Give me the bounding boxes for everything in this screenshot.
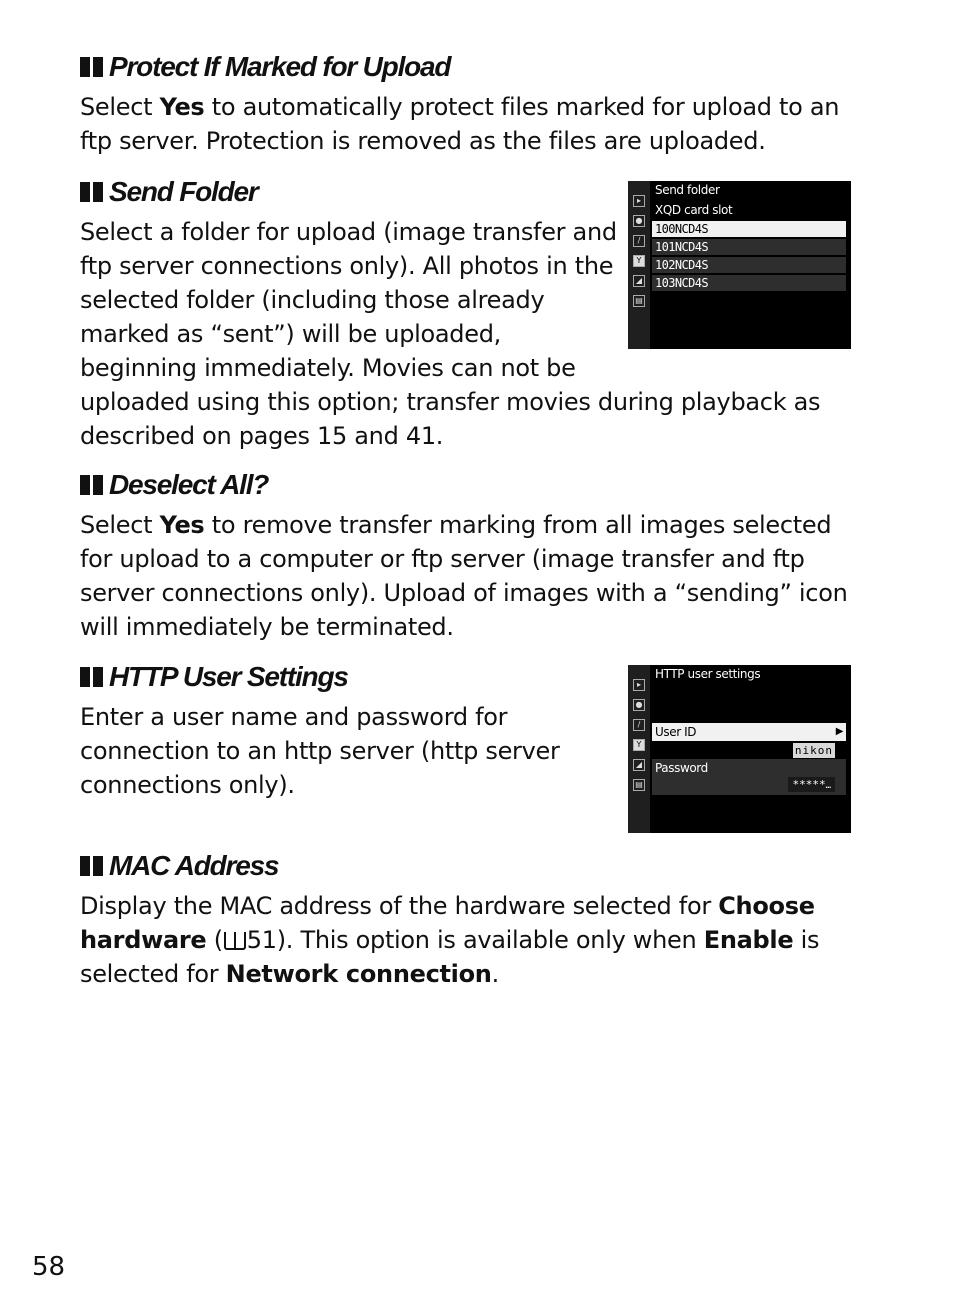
pencil-icon: / — [633, 719, 645, 731]
heading-http-text: HTTP User Settings — [109, 661, 348, 692]
ellipsis-icon: … — [825, 781, 831, 791]
menu-sidebar — [628, 665, 650, 833]
user-id-value: nikon — [794, 744, 833, 757]
heading-deselect — [80, 468, 870, 502]
screen-subtitle: XQD card slot — [655, 203, 733, 217]
folder-item[interactable]: 103NCD4S — [652, 275, 846, 291]
section-deselect — [80, 468, 870, 644]
section-marker-icon — [80, 57, 103, 77]
folder-item[interactable]: 100NCD4S — [652, 221, 846, 237]
send-folder-paragraph: Select a folder for upload (image transfer and ftp server connections only). All photos in the selected folder (including those already marked as “sent”) will be uploaded, beginning immediately. Movies can not be uploaded using this option; transfer movies during playback as described on pages 15 and 41. — [80, 218, 821, 450]
send-folder-screen — [628, 181, 851, 349]
my-menu-icon: ▤ — [633, 295, 645, 307]
book-icon — [224, 932, 246, 950]
retouch-icon: ◢ — [633, 275, 645, 287]
section-protect — [80, 50, 870, 158]
heading-send-folder-text: Send Folder — [109, 176, 258, 207]
retouch-icon: ◢ — [633, 759, 645, 771]
playback-icon: ▸ — [633, 679, 645, 691]
section-http — [80, 660, 600, 802]
wrench-icon: Y — [633, 255, 645, 267]
heading-mac — [80, 849, 870, 883]
screen-title: Send folder — [655, 183, 720, 197]
section-marker-icon — [80, 856, 103, 876]
mac-paragraph: Display the MAC address of the hardware selected for Choose hardware ( 51). This option is available only when Enable is selected for Network connection. — [80, 892, 820, 988]
heading-protect-text: Protect If Marked for Upload — [109, 51, 451, 82]
section-marker-icon — [80, 475, 103, 495]
password-value: *****… — [788, 777, 835, 792]
password-label: Password — [655, 761, 708, 775]
deselect-paragraph: Select Yes to remove transfer marking from all images selected for upload to a computer or ftp server (image transfer and ftp server connections only). Upload of images with a “sending” icon will immediately be terminated. — [80, 511, 848, 641]
section-mac — [80, 849, 870, 991]
wrench-icon: Y — [633, 739, 645, 751]
section-marker-icon — [80, 182, 103, 202]
heading-http — [80, 660, 600, 694]
folder-item[interactable]: 101NCD4S — [652, 239, 846, 255]
heading-deselect-text: Deselect All? — [109, 469, 269, 500]
http-paragraph: Enter a user name and password for connection to an http server (http server connections only). — [80, 703, 560, 799]
user-id-row[interactable] — [652, 723, 846, 741]
camera-icon: ● — [633, 215, 645, 227]
user-id-label: User ID — [655, 725, 697, 739]
my-menu-icon: ▤ — [633, 779, 645, 791]
protect-paragraph: Select Yes to automatically protect files marked for upload to an ftp server. Protection is removed as the files are uploaded. — [80, 93, 840, 155]
menu-sidebar — [628, 181, 650, 349]
chevron-right-icon: ▶ — [835, 726, 843, 737]
pencil-icon: / — [633, 235, 645, 247]
heading-protect — [80, 50, 870, 84]
heading-mac-text: MAC Address — [109, 850, 279, 881]
folder-item[interactable]: 102NCD4S — [652, 257, 846, 273]
screen-title: HTTP user settings — [655, 667, 761, 681]
camera-icon: ● — [633, 699, 645, 711]
section-marker-icon — [80, 667, 103, 687]
page-number: 58 — [32, 1252, 66, 1282]
playback-icon: ▸ — [633, 195, 645, 207]
http-settings-screen — [628, 665, 851, 833]
